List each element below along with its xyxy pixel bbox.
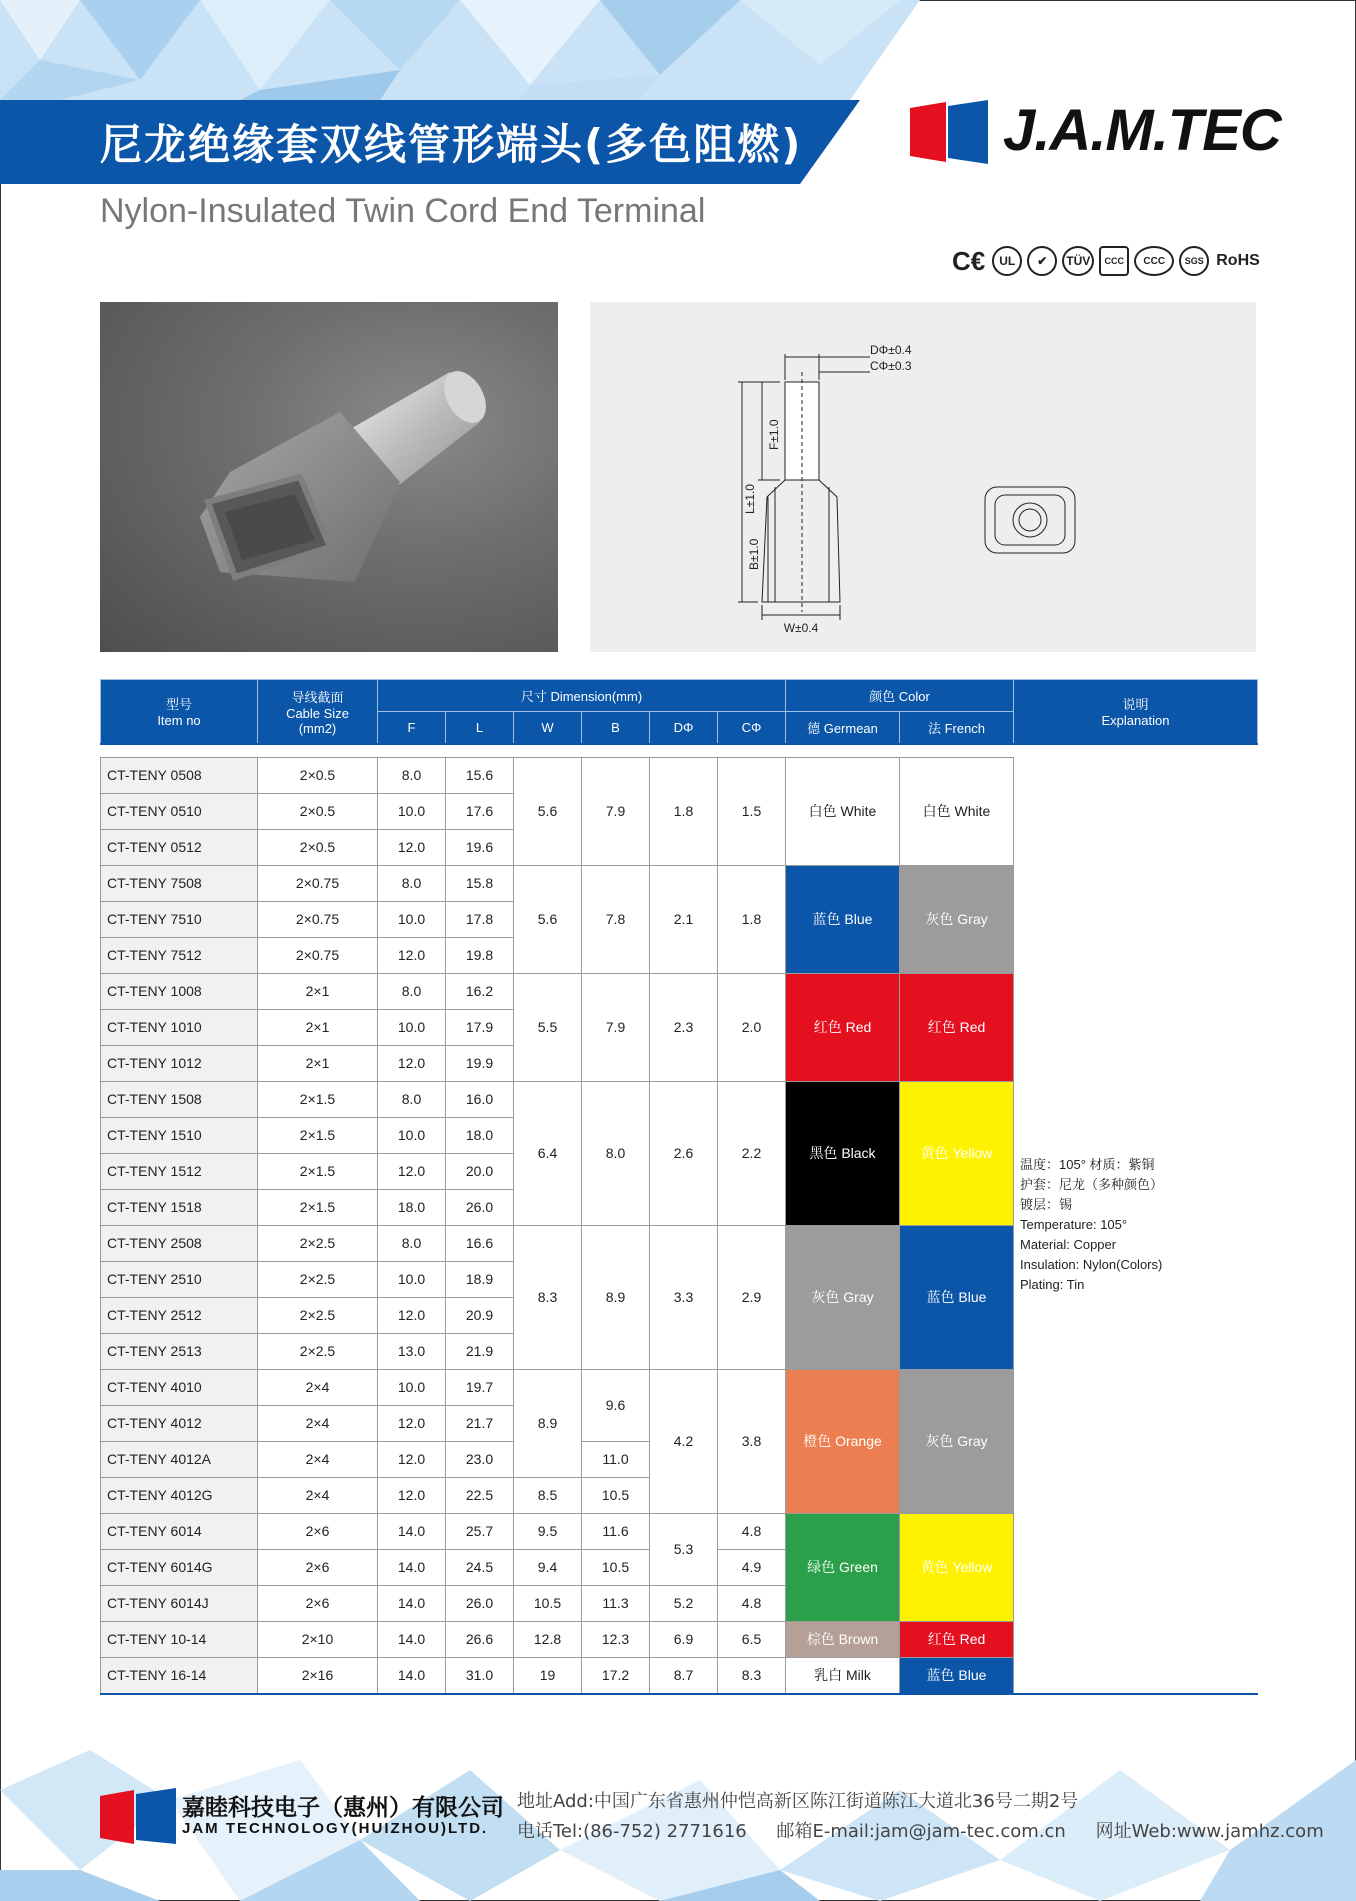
item-no: CT-TENY 4012 — [101, 1405, 258, 1441]
color-german: 绿色 Green — [786, 1513, 900, 1621]
table-gap — [101, 744, 1258, 758]
color-german: 橙色 Orange — [786, 1369, 900, 1513]
dim-b: 8.9 — [582, 1225, 650, 1369]
header-cable — [258, 680, 378, 744]
dim-w: 9.5 — [514, 1513, 582, 1549]
item-no: CT-TENY 1518 — [101, 1189, 258, 1225]
header-color: 颜色 Color — [786, 680, 1014, 712]
dim-f: 12.0 — [378, 1045, 446, 1081]
dim-b: 17.2 — [582, 1657, 650, 1694]
cable-size: 2×1.5 — [258, 1081, 378, 1117]
header-item-cn: 型号 — [165, 697, 192, 713]
dim-c: 2.0 — [718, 973, 786, 1081]
dim-f: 12.0 — [378, 829, 446, 865]
item-no: CT-TENY 1008 — [101, 973, 258, 1009]
dim-l: 16.2 — [446, 973, 514, 1009]
cable-size: 2×1 — [258, 973, 378, 1009]
dim-d: 2.3 — [650, 973, 718, 1081]
dim-f: 12.0 — [378, 1405, 446, 1441]
certification-marks — [950, 244, 1262, 278]
color-german: 红色 Red — [786, 973, 900, 1081]
dim-d: 5.2 — [650, 1585, 718, 1621]
explanation-line: Plating: Tin — [1020, 1276, 1085, 1292]
color-french: 黄色 Yellow — [900, 1081, 1014, 1225]
cable-size: 2×0.5 — [258, 793, 378, 829]
dim-f: 14.0 — [378, 1513, 446, 1549]
color-german: 灰色 Gray — [786, 1225, 900, 1369]
header-german: 德 Germean — [786, 712, 900, 744]
dim-l: 15.6 — [446, 757, 514, 793]
color-french: 红色 Red — [900, 973, 1014, 1081]
color-german: 乳白 Milk — [786, 1657, 900, 1694]
header-french: 法 French — [900, 712, 1014, 744]
dim-w: 5.6 — [514, 757, 582, 865]
item-no: CT-TENY 6014J — [101, 1585, 258, 1621]
color-german: 蓝色 Blue — [786, 865, 900, 973]
item-no: CT-TENY 6014G — [101, 1549, 258, 1585]
dim-b: 12.3 — [582, 1621, 650, 1657]
color-french: 红色 Red — [900, 1621, 1014, 1657]
cable-size: 2×4 — [258, 1369, 378, 1405]
dim-d: 4.2 — [650, 1369, 718, 1513]
color-german: 白色 White — [786, 757, 900, 865]
dim-b: 11.6 — [582, 1513, 650, 1549]
header-cable-en: Cable Size — [286, 705, 349, 721]
dim-f: 12.0 — [378, 1297, 446, 1333]
dim-b: 11.0 — [582, 1441, 650, 1477]
header-f: F — [378, 712, 446, 744]
dim-f: 14.0 — [378, 1549, 446, 1585]
product-photo — [100, 302, 558, 652]
dim-c: 1.5 — [718, 757, 786, 865]
dim-d: 8.7 — [650, 1657, 718, 1694]
cable-size: 2×0.75 — [258, 937, 378, 973]
terminal-photo-icon — [100, 302, 558, 652]
dim-l: 15.8 — [446, 865, 514, 901]
cable-size: 2×6 — [258, 1585, 378, 1621]
header-cable-cn: 导线截面 — [291, 689, 344, 705]
dim-f: 12.0 — [378, 1441, 446, 1477]
cable-size: 2×1 — [258, 1045, 378, 1081]
color-french: 蓝色 Blue — [900, 1225, 1014, 1369]
item-no: CT-TENY 4010 — [101, 1369, 258, 1405]
dim-f: 12.0 — [378, 1153, 446, 1189]
item-no: CT-TENY 6014 — [101, 1513, 258, 1549]
color-german: 棕色 Brown — [786, 1621, 900, 1657]
cable-size: 2×0.75 — [258, 865, 378, 901]
company-name-cn: 嘉睦科技电子（惠州）有限公司 — [182, 1795, 504, 1821]
rohs-mark-icon: RoHS — [1216, 252, 1260, 269]
dim-f: 12.0 — [378, 1477, 446, 1513]
item-no: CT-TENY 1010 — [101, 1009, 258, 1045]
item-no: CT-TENY 2510 — [101, 1261, 258, 1297]
ul-mark-icon: UL — [992, 246, 1022, 276]
dim-d: 2.6 — [650, 1081, 718, 1225]
dim-l: 23.0 — [446, 1441, 514, 1477]
dim-f: 10.0 — [378, 901, 446, 937]
header-expl-en: Explanation — [1101, 713, 1170, 729]
cable-size: 2×10 — [258, 1621, 378, 1657]
header-l: L — [446, 712, 514, 744]
dim-b: 7.9 — [582, 757, 650, 865]
dim-w: 6.4 — [514, 1081, 582, 1225]
item-no: CT-TENY 2508 — [101, 1225, 258, 1261]
dim-w: 12.8 — [514, 1621, 582, 1657]
color-french: 灰色 Gray — [900, 865, 1014, 973]
cable-size: 2×6 — [258, 1549, 378, 1585]
dim-l: 16.6 — [446, 1225, 514, 1261]
ce-mark-icon: C€ — [952, 245, 986, 276]
item-no: CT-TENY 10-14 — [101, 1621, 258, 1657]
dim-l: 19.6 — [446, 829, 514, 865]
header-item-en: Item no — [157, 713, 201, 729]
sgs-mark-icon: SGS — [1179, 246, 1209, 276]
dim-l: 26.6 — [446, 1621, 514, 1657]
b-dimension-label: B±1.0 — [747, 538, 761, 570]
dim-l: 17.8 — [446, 901, 514, 937]
explanation-cell — [1014, 757, 1258, 1694]
item-no: CT-TENY 4012G — [101, 1477, 258, 1513]
explanation-line: Temperature: 105° — [1020, 1216, 1128, 1232]
item-no: CT-TENY 4012A — [101, 1441, 258, 1477]
header-explanation — [1014, 680, 1258, 744]
l-dimension-label: L±1.0 — [743, 484, 757, 514]
dim-f: 8.0 — [378, 1225, 446, 1261]
item-no: CT-TENY 1512 — [101, 1153, 258, 1189]
item-no: CT-TENY 0510 — [101, 793, 258, 829]
company-name-en: JAM TECHNOLOGY(HUIZHOU)LTD. — [182, 1820, 489, 1837]
table-header-row — [101, 680, 1258, 712]
dim-l: 19.7 — [446, 1369, 514, 1405]
item-no: CT-TENY 7508 — [101, 865, 258, 901]
dim-l: 21.9 — [446, 1333, 514, 1369]
company-contact — [517, 1817, 1324, 1843]
header-d: DΦ — [650, 712, 718, 744]
dim-l: 22.5 — [446, 1477, 514, 1513]
check-mark-icon: ✔ — [1027, 246, 1057, 276]
dim-l: 18.9 — [446, 1261, 514, 1297]
cable-size: 2×0.5 — [258, 829, 378, 865]
cable-size: 2×4 — [258, 1477, 378, 1513]
w-dimension-label: W±0.4 — [783, 621, 819, 635]
footer-logo-icon — [100, 1788, 176, 1844]
dim-f: 10.0 — [378, 1117, 446, 1153]
item-no: CT-TENY 1012 — [101, 1045, 258, 1081]
explanation-line: 温度：105° 材质：紫铜 — [1020, 1156, 1155, 1172]
c-dimension-label: CΦ±0.3 — [870, 359, 912, 373]
cable-size: 2×2.5 — [258, 1297, 378, 1333]
cable-size: 2×0.5 — [258, 757, 378, 793]
item-no: CT-TENY 7512 — [101, 937, 258, 973]
header-pattern — [0, 0, 1356, 100]
technical-drawing — [590, 302, 1256, 652]
dim-w: 8.5 — [514, 1477, 582, 1513]
brand-name: J.A.M.TEC — [1003, 98, 1281, 163]
dim-c: 2.2 — [718, 1081, 786, 1225]
dim-f: 14.0 — [378, 1585, 446, 1621]
dim-f: 10.0 — [378, 1261, 446, 1297]
cable-size: 2×2.5 — [258, 1225, 378, 1261]
dim-b: 7.9 — [582, 973, 650, 1081]
ccc-seal-icon: CCC — [1099, 246, 1129, 276]
dim-d: 3.3 — [650, 1225, 718, 1369]
dim-f: 14.0 — [378, 1657, 446, 1694]
company-email[interactable]: 邮箱E-mail:jam@jam-tec.com.cn — [776, 1821, 1066, 1842]
dim-b: 10.5 — [582, 1549, 650, 1585]
dim-l: 18.0 — [446, 1117, 514, 1153]
dim-f: 8.0 — [378, 1081, 446, 1117]
cable-size: 2×1.5 — [258, 1153, 378, 1189]
company-address: 地址Add:中国广东省惠州仲恺高新区陈江街道陈江大道北36号二期2号 — [517, 1791, 1079, 1812]
item-no: CT-TENY 16-14 — [101, 1657, 258, 1694]
item-no: CT-TENY 2512 — [101, 1297, 258, 1333]
dim-b: 10.5 — [582, 1477, 650, 1513]
header-item — [101, 680, 258, 744]
tuv-mark-icon: TÜV — [1062, 246, 1094, 276]
dim-d: 6.9 — [650, 1621, 718, 1657]
item-no: CT-TENY 7510 — [101, 901, 258, 937]
cable-size: 2×1.5 — [258, 1117, 378, 1153]
dim-f: 8.0 — [378, 757, 446, 793]
dim-b: 7.8 — [582, 865, 650, 973]
header-expl-cn: 说明 — [1122, 697, 1149, 713]
cable-size: 2×1.5 — [258, 1189, 378, 1225]
dim-c: 4.9 — [718, 1549, 786, 1585]
color-french: 白色 White — [900, 757, 1014, 865]
item-no: CT-TENY 2513 — [101, 1333, 258, 1369]
dim-l: 17.6 — [446, 793, 514, 829]
f-dimension-label: F±1.0 — [767, 419, 781, 450]
dim-w: 10.5 — [514, 1585, 582, 1621]
item-no: CT-TENY 1508 — [101, 1081, 258, 1117]
dim-w: 8.9 — [514, 1369, 582, 1477]
cable-size: 2×0.75 — [258, 901, 378, 937]
dim-l: 20.0 — [446, 1153, 514, 1189]
color-french: 黄色 Yellow — [900, 1513, 1014, 1621]
item-no: CT-TENY 0508 — [101, 757, 258, 793]
dim-c: 6.5 — [718, 1621, 786, 1657]
dim-w: 5.5 — [514, 973, 582, 1081]
dim-d: 1.8 — [650, 757, 718, 865]
dim-w: 5.6 — [514, 865, 582, 973]
dim-l: 17.9 — [446, 1009, 514, 1045]
dim-f: 18.0 — [378, 1189, 446, 1225]
dim-l: 31.0 — [446, 1657, 514, 1694]
header-dimension: 尺寸 Dimension(mm) — [378, 680, 786, 712]
company-web[interactable]: 网址Web:www.jamhz.com — [1095, 1821, 1324, 1842]
dim-f: 10.0 — [378, 793, 446, 829]
header-b: B — [582, 712, 650, 744]
dim-l: 26.0 — [446, 1585, 514, 1621]
dim-l: 26.0 — [446, 1189, 514, 1225]
dim-c: 4.8 — [718, 1585, 786, 1621]
dim-l: 24.5 — [446, 1549, 514, 1585]
dim-f: 12.0 — [378, 937, 446, 973]
dim-l: 20.9 — [446, 1297, 514, 1333]
header-cable-unit: (mm2) — [298, 720, 337, 736]
dim-c: 2.9 — [718, 1225, 786, 1369]
page-title: 尼龙绝缘套双线管形端头(多色阻燃) — [100, 120, 803, 169]
item-no: CT-TENY 1510 — [101, 1117, 258, 1153]
ccc-mark-icon: CCC — [1134, 246, 1174, 276]
dim-b: 8.0 — [582, 1081, 650, 1225]
dim-w: 19 — [514, 1657, 582, 1694]
dim-b: 11.3 — [582, 1585, 650, 1621]
color-french: 灰色 Gray — [900, 1369, 1014, 1513]
header-w: W — [514, 712, 582, 744]
dim-l: 25.7 — [446, 1513, 514, 1549]
dim-f: 14.0 — [378, 1621, 446, 1657]
company-tel: 电话Tel:(86-752) 2771616 — [517, 1821, 747, 1842]
dimension-drawing-icon — [590, 302, 1256, 652]
color-german: 黑色 Black — [786, 1081, 900, 1225]
cable-size: 2×4 — [258, 1405, 378, 1441]
dim-l: 16.0 — [446, 1081, 514, 1117]
dim-w: 8.3 — [514, 1225, 582, 1369]
dim-c: 4.8 — [718, 1513, 786, 1549]
cable-size: 2×2.5 — [258, 1261, 378, 1297]
d-dimension-label: DΦ±0.4 — [870, 343, 912, 357]
dim-d: 2.1 — [650, 865, 718, 973]
cable-size: 2×6 — [258, 1513, 378, 1549]
explanation-line: Material: Copper — [1020, 1236, 1117, 1252]
cable-size: 2×4 — [258, 1441, 378, 1477]
dim-c: 8.3 — [718, 1657, 786, 1694]
item-no: CT-TENY 0512 — [101, 829, 258, 865]
explanation-line: 护套：尼龙（多种颜色） — [1020, 1176, 1164, 1192]
table-row — [101, 757, 1258, 793]
cable-size: 2×2.5 — [258, 1333, 378, 1369]
dim-l: 19.9 — [446, 1045, 514, 1081]
dim-l: 19.8 — [446, 937, 514, 973]
explanation-line: 镀层：锡 — [1020, 1196, 1073, 1212]
dim-f: 8.0 — [378, 973, 446, 1009]
dim-c: 3.8 — [718, 1369, 786, 1513]
dim-b: 9.6 — [582, 1369, 650, 1441]
header-c: CΦ — [718, 712, 786, 744]
dim-c: 1.8 — [718, 865, 786, 973]
dim-f: 10.0 — [378, 1009, 446, 1045]
cable-size: 2×1 — [258, 1009, 378, 1045]
spec-table — [100, 679, 1258, 1695]
dim-f: 8.0 — [378, 865, 446, 901]
cable-size: 2×16 — [258, 1657, 378, 1694]
dim-f: 10.0 — [378, 1369, 446, 1405]
color-french: 蓝色 Blue — [900, 1657, 1014, 1694]
page-subtitle: Nylon-Insulated Twin Cord End Terminal — [100, 192, 706, 230]
dim-w: 9.4 — [514, 1549, 582, 1585]
dim-l: 21.7 — [446, 1405, 514, 1441]
dim-f: 13.0 — [378, 1333, 446, 1369]
explanation-line: Insulation: Nylon(Colors) — [1020, 1256, 1163, 1272]
dim-d: 5.3 — [650, 1513, 718, 1585]
